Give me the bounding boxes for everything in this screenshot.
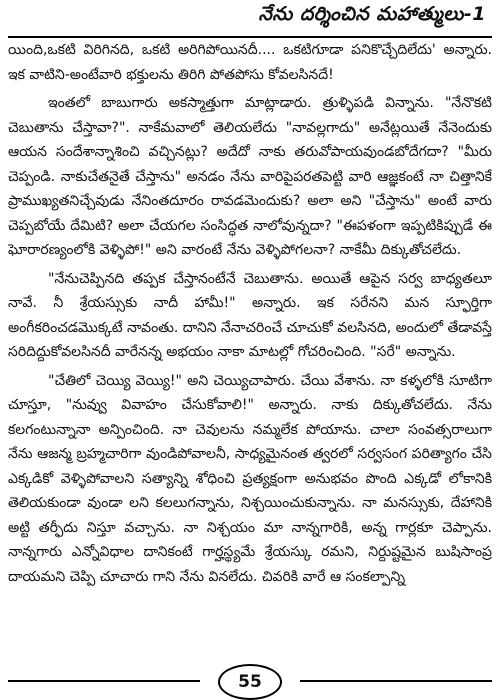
running-header [8, 0, 492, 38]
paragraph: "చేతిలో చెయ్యి వెయ్యి!" అని చెయ్యిచాపారు. చేయి వేశాను. నా కళ్ళలోకి సూటిగా చూస్తూ, "నువ్వు వివాహం చేసుకోవాలి!" అన్నారు. నాకు దిక్కుతోచలేదు. నేను కలగంటున్నానా అన్పించింది. నా చెవులను నమ్మలేక పోయాను. చాలా సంవత్సరాలుగా నేను ఆజన్మ బ్రహ్మచారిగా వుండిపోవాలనీ, సాధ్యమైనంత త్వరలో సర్వసంగ పరిత్యాగం చేసి ఎక్కడికో వెళ్ళిపోవాలని సత్యాన్ని శోధించి ప్రత్యక్షంగా అనుభవం పొంది ఎక్కడో లోకానికి తెలియకుండా వుండా లని కలలుగన్నాను, నిశ్చయించుకున్నాను. నా మనస్సుకు, దేహానికి అట్టి తర్ఫీదు నిస్తూ వచ్చాను. నా నిశ్చయం మా నాన్నగారికి, అన్న గార్లకూ చెప్పాను. నాన్నగారు ఎన్నోవిధాల దానికంటే గార్హస్థ్యమే శ్రేయస్కు రమని, నిర్దుష్టమైన బుషిసాంప్ర దాయమని చెప్పి చూచారు గాని నేను వినలేదు. చివరికి వారే ఆ సంకల్పాన్ని [8, 372, 492, 585]
paragraph-continued: యింది,ఒకటి విరిగినది, ఒకటి అరిగిపోయినదీ.... ఒకటిగూడా పనికొచ్చేదిలేదు' అన్నారు. ఇక వాటిని-అంటేవారి భక్తులను తిరిగి పోతపోసు కోవలసినదే! [8, 42, 492, 83]
page-number: 55 [218, 664, 282, 700]
book-title: నేను దర్శించిన మహాత్ములు-1 [258, 3, 486, 25]
page-footer [8, 664, 492, 700]
paragraph: "నేనుచెప్పినది తప్పక చేస్తానంటేనే చెబుతాను. అయితే ఆపైన సర్వ బాధ్యతలూ నావే. నీ శ్రేయస్సుకు నాదీ హామీ!" అన్నారు. ఇక సరేనని మన స్ఫూర్తిగా అంగీకరించడమొక్కటే నావంతు. దానిని నేనాచరించే చూచుకో వలసినది, అందులో తేడావస్తే సరిదిద్దుకోవలసినదీ వారేనన్న అభయం నాకా మాటల్లో గోచరించింది. "సరే" అన్నాను. [8, 270, 492, 360]
page-body [8, 38, 492, 656]
paragraph: ఇంతలో బాబుగారు అకస్మాత్తుగా మాట్లాడారు. త్రుళ్ళిపడి విన్నాను. "నేనొకటి చెబుతాను చేస్తావా?". నాకేమవాలో తెలియలేదు "నావల్లగాదు" అనేట్లయితే నేనెందుకు ఆయన సందేశాన్నాశించి వచ్చినట్లు? అదేదో నాకు తరువోపాయవుండబోదేగదా? "మీరు చెప్పండి. నాకుచేతనైతే చేస్తాను" అనడం నేను వారిపైపరతపెట్టి వారి ఆజ్ఞకంటే నా చిత్తానికే ప్రాముఖ్యతనిచ్చేవుడు నేనింతదూరం రావడమెందుకు? అలా అని "చేస్తాను" అంటే వారు చెప్పబోయే దేమిటి? అలా చేయగల సంసిద్ధత నాలోవున్నదా? "ఈపళంగా ఇప్పటికిప్పుడే ఈ ఘోరారణ్యంలోకి వెళ్ళిపో!" అని వారంటే నేను వెళ్ళిపోగలనా? నాకేమీ దిక్కుతోచలేదు. [8, 95, 492, 258]
footer-rule-right [300, 680, 492, 682]
footer-rule-left [8, 680, 200, 682]
